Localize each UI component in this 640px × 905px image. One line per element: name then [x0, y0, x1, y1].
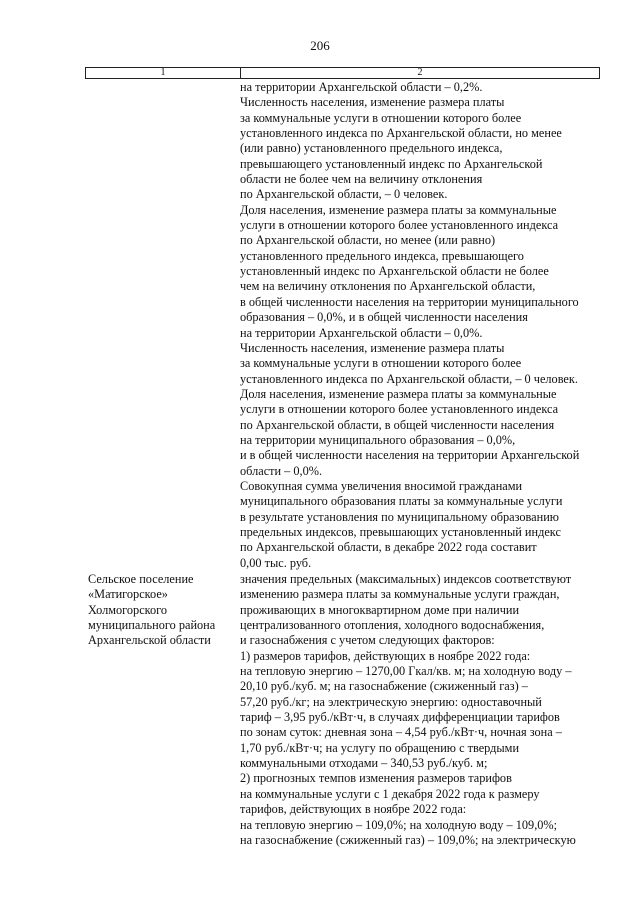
- text-line: проживающих в многоквартирном доме при наличии: [240, 602, 520, 617]
- text-line: коммунальными отходами – 340,53 руб./куб. м;: [240, 756, 488, 771]
- municipality-line: муниципального района: [88, 618, 216, 633]
- text-line: значения предельных (максимальных) индексов соответствуют: [240, 572, 572, 586]
- text-line: Численность населения, изменение размера платы: [240, 340, 505, 355]
- text-line: превышающего установленный индекс по Архангельской: [240, 156, 543, 171]
- text-line: и в общей численности населения на территории Архангельской: [240, 448, 580, 463]
- text-line: тарифов, действующих в ноябре 2022 года:: [240, 802, 467, 817]
- page-number: 206: [310, 38, 330, 53]
- text-line: 1,70 руб./кВт·ч; на услугу по обращению с твердыми: [240, 740, 520, 755]
- text-line: муниципального образования платы за коммунальные услуги: [240, 494, 563, 509]
- row-description-cell: [240, 572, 576, 848]
- text-line: установленного индекса по Архангельской области, – 0 человек.: [240, 371, 578, 386]
- text-line: 20,10 руб./куб. м; на газоснабжение (сжиженный газ) –: [240, 679, 528, 694]
- text-line: 2) прогнозных темпов изменения размеров тарифов: [240, 771, 512, 786]
- text-line: централизованного отопления, холодного водоснабжения,: [240, 618, 545, 633]
- municipality-name-cell: [88, 572, 215, 649]
- text-line: в общей численности населения на территории муниципального: [240, 294, 579, 309]
- text-line: установленного предельного индекса, превышающего: [240, 248, 524, 263]
- text-line: тариф – 3,95 руб./кВт·ч, в случаях дифференциации тарифов: [240, 710, 560, 725]
- text-line: по Архангельской области, в декабре 2022 года составит: [240, 540, 537, 555]
- text-line: услуги в отношении которого более установленного индекса: [240, 402, 559, 417]
- text-line: на тепловую энергию – 1270,00 Гкал/кв. м; на холодную воду –: [240, 664, 572, 679]
- text-line: и газоснабжения с учетом следующих факторов:: [240, 633, 495, 648]
- text-line: по Архангельской области, но менее (или равно): [240, 233, 496, 248]
- previous-row-text-cell: [240, 80, 579, 571]
- text-line: 1) размеров тарифов, действующих в ноябре 2022 года:: [240, 648, 531, 663]
- text-line: установленный индекс по Архангельской области не более: [240, 264, 549, 279]
- text-line: по Архангельской области, в общей численности населения: [240, 417, 555, 432]
- text-line: на территории Архангельской области – 0,2%.: [240, 80, 483, 94]
- text-line: на коммунальные услуги с 1 декабря 2022 года к размеру: [240, 786, 540, 801]
- text-line: предельных индексов, превышающих установленный индекс: [240, 524, 561, 539]
- text-line: Численность населения, изменение размера платы: [240, 95, 505, 110]
- text-line: Доля населения, изменение размера платы за коммунальные: [240, 386, 557, 401]
- text-line: услуги в отношении которого более установленного индекса: [240, 218, 559, 233]
- text-line: (или равно) установленного предельного индекса,: [240, 141, 503, 156]
- municipality-line: Архангельской области: [88, 633, 211, 648]
- text-line: на газоснабжение (сжиженный газ) – 109,0%; на электрическую: [240, 832, 576, 847]
- municipality-line: «Матигорское»: [88, 587, 168, 602]
- text-line: на территории Архангельской области – 0,0%.: [240, 325, 483, 340]
- text-line: в результате установления по муниципальному образованию: [240, 509, 559, 524]
- text-line: за коммунальные услуги в отношении которого более: [240, 110, 522, 125]
- table-header-row: [85, 67, 600, 79]
- text-line: 0,00 тыс. руб.: [240, 555, 312, 570]
- text-line: на территории муниципального образования – 0,0%,: [240, 432, 516, 447]
- text-line: области не более чем на величину отклонения: [240, 172, 483, 187]
- text-line: Доля населения, изменение размера платы за коммунальные: [240, 202, 557, 217]
- text-line: по зонам суток: дневная зона – 4,54 руб./кВт·ч, ночная зона –: [240, 725, 562, 740]
- text-line: Совокупная сумма увеличения вносимой гражданами: [240, 478, 523, 493]
- text-line: по Архангельской области, – 0 человек.: [240, 187, 448, 202]
- municipality-line: Сельское поселение: [88, 572, 194, 586]
- text-line: изменению размера платы за коммунальные услуги граждан,: [240, 587, 560, 602]
- table-header-col-1: 1: [86, 68, 241, 78]
- text-line: на тепловую энергию – 109,0%; на холодную воду – 109,0%;: [240, 817, 558, 832]
- text-line: области – 0,0%.: [240, 463, 323, 478]
- text-line: 57,20 руб./кг; на электрическую энергию: одноставочный: [240, 694, 542, 709]
- text-line: чем на величину отклонения по Архангельской области,: [240, 279, 536, 294]
- text-line: за коммунальные услуги в отношении которого более: [240, 356, 522, 371]
- text-line: установленного индекса по Архангельской области, но менее: [240, 126, 562, 141]
- text-line: образования – 0,0%, и в общей численности населения: [240, 310, 528, 325]
- municipality-line: Холмогорского: [88, 602, 168, 617]
- table-header-col-2: 2: [417, 67, 423, 78]
